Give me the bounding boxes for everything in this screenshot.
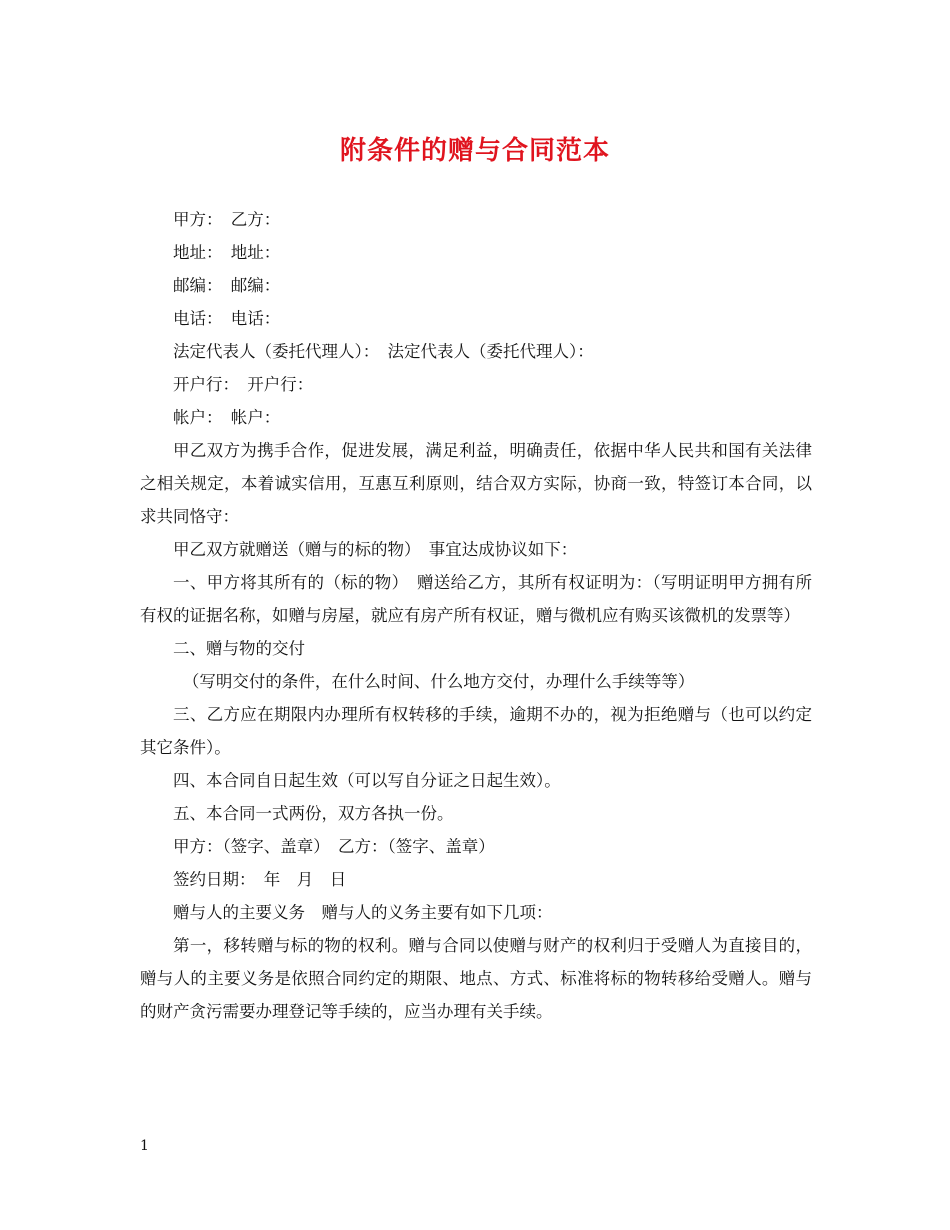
agreement-intro-paragraph: 甲乙双方就赠送（赠与的标的物） 事宜达成协议如下： — [173, 540, 578, 559]
document-body — [140, 203, 812, 1028]
donor-obligations-heading: 赠与人的主要义务 赠与人的义务主要有如下几项： — [173, 903, 553, 922]
page-number: 1 — [140, 1138, 149, 1154]
clause-3-paragraph: 三、乙方应在期限内办理所有权转移的手续，逾期不办的，视为拒绝赠与（也可以约定其它条件）。 — [140, 705, 812, 757]
address-line: 地址： 地址： — [173, 243, 281, 262]
clause-4-paragraph: 四、本合同自日起生效（可以写自分证之日起生效）。 — [173, 771, 561, 790]
clause-2-detail: （写明交付的条件，在什么时间、什么地方交付，办理什么手续等等） — [182, 672, 695, 691]
signing-date-line: 签约日期： 年 月 日 — [173, 870, 347, 889]
legal-representative-line: 法定代表人（委托代理人）： 法定代表人（委托代理人）： — [173, 342, 594, 361]
party-names-line: 甲方： 乙方： — [173, 210, 281, 229]
clause-1-paragraph: 一、甲方将其所有的（标的物） 赠送给乙方，其所有权证明为：（写明证明甲方拥有所有权的证据名称，如赠与房屋，就应有房产所有权证，赠与微机应有购买该微机的发票等） — [140, 573, 812, 625]
document-title: 附条件的赠与合同范本 — [339, 136, 610, 166]
postcode-line: 邮编： 邮编： — [173, 276, 281, 295]
signature-line: 甲方：（签字、盖章） 乙方：（签字、盖章） — [173, 837, 495, 856]
account-line: 帐户： 帐户： — [173, 408, 281, 427]
bank-line: 开户行： 开户行： — [173, 375, 314, 394]
preamble-paragraph: 甲乙双方为携手合作，促进发展，满足利益，明确责任，依据中华人民共和国有关法律之相关规定，本着诚实信用，互惠互利原则，结合双方实际，协商一致，特签订本合同，以求共同恪守： — [140, 441, 812, 526]
clause-2-heading: 二、赠与物的交付 — [173, 639, 305, 658]
clause-5-paragraph: 五、本合同一式两份，双方各执一份。 — [173, 804, 454, 823]
donor-obligation-1-paragraph: 第一，移转赠与标的物的权利。赠与合同以使赠与财产的权利归于受赠人为直接目的，赠与人的主要义务是依照合同约定的期限、地点、方式、标准将标的物转移给受赠人。赠与的财产贪污需要办理登记等手续的，应当办理有关手续。 — [140, 936, 812, 1021]
phone-line: 电话： 电话： — [173, 309, 281, 328]
